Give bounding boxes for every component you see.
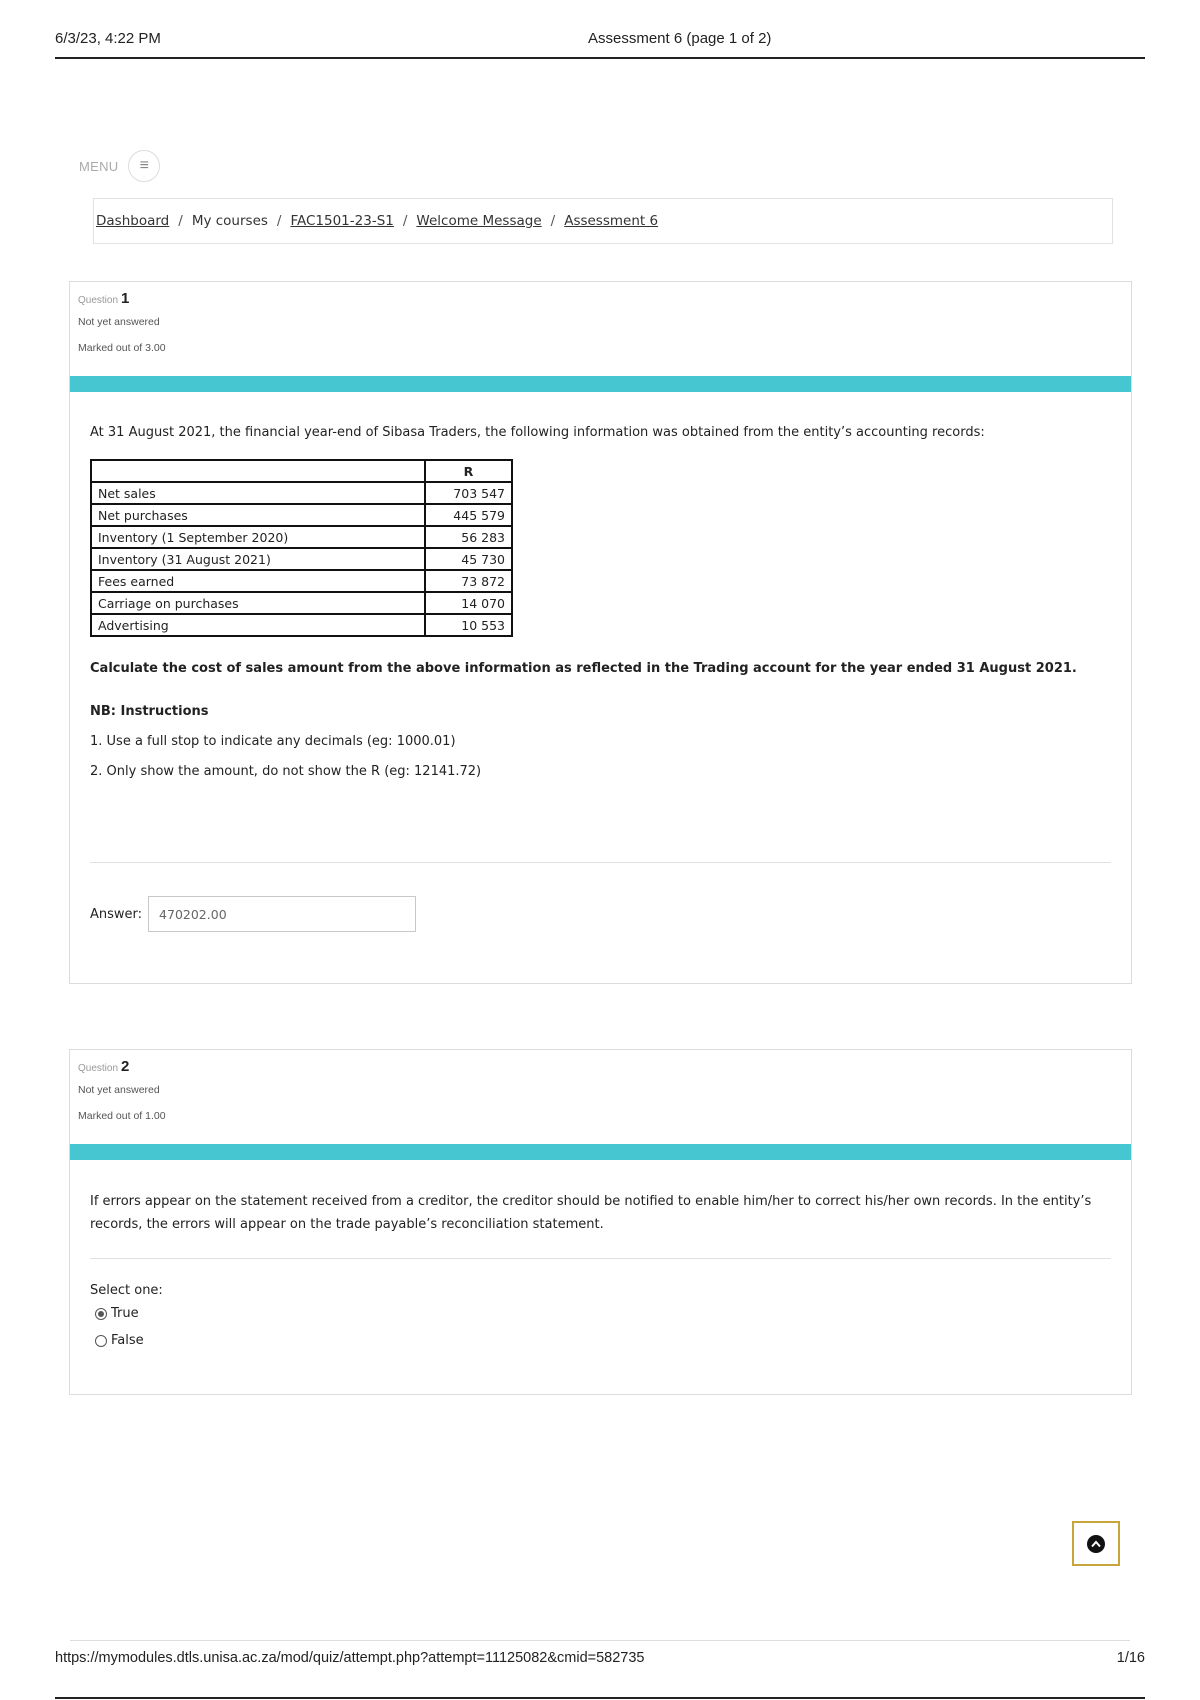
question-content <box>70 421 1131 932</box>
question-state: Not yet answered <box>78 316 160 328</box>
table-header-empty <box>91 460 425 482</box>
divider <box>90 1258 1111 1259</box>
table-cell-value: 445 579 <box>425 504 512 526</box>
table-row <box>91 592 512 614</box>
question-grade: Marked out of 1.00 <box>78 1110 166 1122</box>
breadcrumb-separator: / <box>402 213 408 229</box>
data-table <box>90 459 513 637</box>
table-row <box>91 504 512 526</box>
table-cell-label: Inventory (1 September 2020) <box>91 526 425 548</box>
hamburger-icon[interactable]: ≡ <box>128 150 160 182</box>
breadcrumb-my-courses: My courses <box>191 213 268 229</box>
divider <box>90 862 1111 863</box>
answer-row <box>90 896 1111 932</box>
table-cell-label: Carriage on purchases <box>91 592 425 614</box>
question-text: If errors appear on the statement received from a creditor, the creditor should be notified to enable him/her to correct his/her own records. In the entity’s records, the errors will appear on the trade payable’s reconciliation statement. <box>90 1194 1092 1232</box>
question-number-value: 2 <box>121 1058 130 1075</box>
table-cell-value: 56 283 <box>425 526 512 548</box>
select-label: Select one: <box>90 1283 163 1298</box>
print-header <box>55 30 1145 59</box>
answer-label: Answer: <box>90 906 143 922</box>
table-cell-label: Advertising <box>91 614 425 636</box>
print-datetime: 6/3/23, 4:22 PM <box>55 30 161 47</box>
table-cell-value: 45 730 <box>425 548 512 570</box>
nb-item: 1. Use a full stop to indicate any decimals (eg: 1000.01) <box>90 734 456 749</box>
breadcrumb-course[interactable]: FAC1501-23-S1 <box>290 213 394 229</box>
table-cell-value: 703 547 <box>425 482 512 504</box>
footer-rule <box>55 1697 1145 1699</box>
radio-checked-icon[interactable] <box>95 1308 107 1320</box>
question-instruction: Calculate the cost of sales amount from the above information as reflected in the Trading account for the year ended 31 August 2021. <box>90 661 1077 676</box>
question-intro: At 31 August 2021, the financial year-end of Sibasa Traders, the following information was obtained from the entity’s accounting records: <box>90 425 985 440</box>
question-state: Not yet answered <box>78 1084 160 1096</box>
question-info <box>70 282 1131 376</box>
table-row <box>91 548 512 570</box>
question-accent-bar <box>70 376 1131 392</box>
option-label: True <box>111 1306 139 1321</box>
menu[interactable] <box>79 150 160 182</box>
table-row <box>91 570 512 592</box>
breadcrumb-assessment[interactable]: Assessment 6 <box>564 213 659 229</box>
table-header-currency: R <box>425 460 512 482</box>
radio-unchecked-icon[interactable] <box>95 1335 107 1347</box>
table-row <box>91 614 512 636</box>
question-2 <box>69 1049 1132 1395</box>
breadcrumb-welcome-message[interactable]: Welcome Message <box>416 213 542 229</box>
option-label: False <box>111 1333 144 1348</box>
table-header-row <box>91 460 512 482</box>
question-label: Question <box>78 1063 119 1074</box>
question-info <box>70 1050 1131 1144</box>
breadcrumb-separator: / <box>178 213 183 229</box>
breadcrumb-separator: / <box>276 213 282 229</box>
answer-input[interactable] <box>148 896 416 932</box>
option-false[interactable] <box>95 1333 1111 1348</box>
breadcrumb-separator: / <box>550 213 556 229</box>
question-1 <box>69 281 1132 984</box>
footer-rule <box>70 1640 1130 1641</box>
print-footer <box>55 1640 1145 1700</box>
table-row <box>91 482 512 504</box>
table-cell-label: Inventory (31 August 2021) <box>91 548 425 570</box>
arrow-up-icon <box>1087 1535 1105 1553</box>
table-cell-label: Fees earned <box>91 570 425 592</box>
breadcrumb <box>93 198 1113 244</box>
nb-title: NB: Instructions <box>90 704 209 719</box>
option-true[interactable] <box>95 1306 1111 1321</box>
question-content <box>70 1190 1131 1348</box>
breadcrumb-dashboard[interactable]: Dashboard <box>96 213 170 229</box>
question-grade: Marked out of 3.00 <box>78 342 166 354</box>
table-cell-value: 10 553 <box>425 614 512 636</box>
question-number <box>78 290 1123 307</box>
question-number <box>78 1058 1123 1075</box>
print-title: Assessment 6 (page 1 of 2) <box>588 30 772 47</box>
table-cell-label: Net purchases <box>91 504 425 526</box>
back-to-top-button[interactable] <box>1072 1521 1120 1566</box>
nb-item: 2. Only show the amount, do not show the R (eg: 12141.72) <box>90 764 482 779</box>
question-label: Question <box>78 295 119 306</box>
question-number-value: 1 <box>121 290 130 307</box>
table-cell-value: 14 070 <box>425 592 512 614</box>
table-row <box>91 526 512 548</box>
print-page-number: 1/16 <box>1116 1650 1145 1666</box>
question-accent-bar <box>70 1144 1131 1160</box>
table-cell-value: 73 872 <box>425 570 512 592</box>
table-cell-label: Net sales <box>91 482 425 504</box>
menu-label: MENU <box>79 158 119 174</box>
print-url: https://mymodules.dtls.unisa.ac.za/mod/quiz/attempt.php?attempt=11125082&cmid=582735 <box>55 1650 645 1666</box>
